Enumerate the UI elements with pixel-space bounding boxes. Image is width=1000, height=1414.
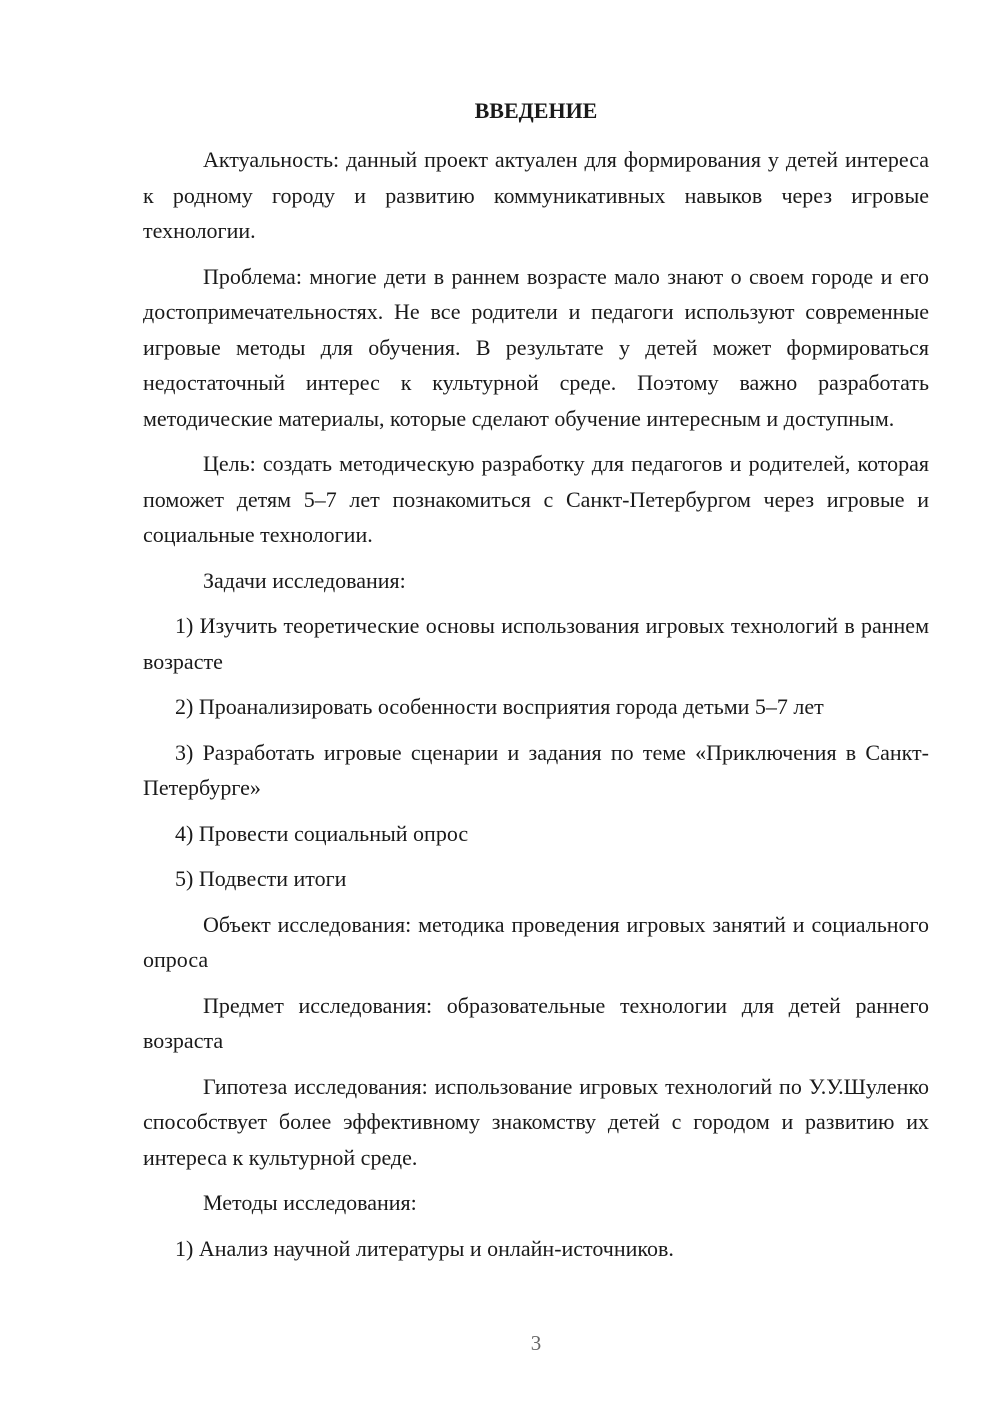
paragraph-goal: Цель: создать методическую разработку для педагогов и родителей, которая поможет детям 5–7 лет познакомиться с Санкт-Петербургом через игровые и социальные технологии. — [143, 451, 929, 547]
page-title: ВВЕДЕНИЕ — [474, 98, 598, 123]
paragraph-problem: Проблема: многие дети в раннем возрасте мало знают о своем городе и его достопримечательностях. Не все родители и педагоги используют современные игровые методы для обучения. В результате у детей может формироваться недостаточный интерес к культурной среде. Поэтому важно разработать методические материалы, которые сделают обучение интересным и доступным. — [143, 263, 929, 431]
list-item-task-4: 4) Провести социальный опрос — [175, 820, 469, 846]
paragraph-methods-heading: Методы исследования: — [203, 1190, 417, 1215]
list-item-method-1: 1) Анализ научной литературы и онлайн-источников. — [175, 1235, 674, 1261]
document-body — [143, 142, 929, 1276]
list-item-task-3: 3) Разработать игровые сценарии и задания по теме «Приключения в Санкт-Петербурге» — [143, 739, 929, 800]
paragraph-hypothesis: Гипотеза исследования: использование игровых технологий по У.У.Шуленко способствует более эффективному знакомству детей с городом и развитию их интереса к культурной среде. — [143, 1073, 929, 1170]
paragraph-object: Объект исследования: методика проведения игровых занятий и социального опроса — [143, 911, 929, 972]
list-item-task-2: 2) Проанализировать особенности восприятия города детьми 5–7 лет — [175, 694, 824, 719]
paragraph-relevance: Актуальность: данный проект актуален для формирования у детей интереса к родному городу и развитию коммуникативных навыков через игровые технологии. — [143, 147, 929, 243]
paragraph-tasks-heading: Задачи исследования: — [203, 567, 406, 593]
list-item-task-5: 5) Подвести итоги — [175, 866, 347, 891]
page-number: 3 — [530, 1331, 542, 1355]
paragraph-subject: Предмет исследования: образовательные технологии для детей раннего возраста — [143, 992, 929, 1053]
list-item-task-1: 1) Изучить теоретические основы использования игровых технологий в раннем возрасте — [143, 613, 929, 674]
